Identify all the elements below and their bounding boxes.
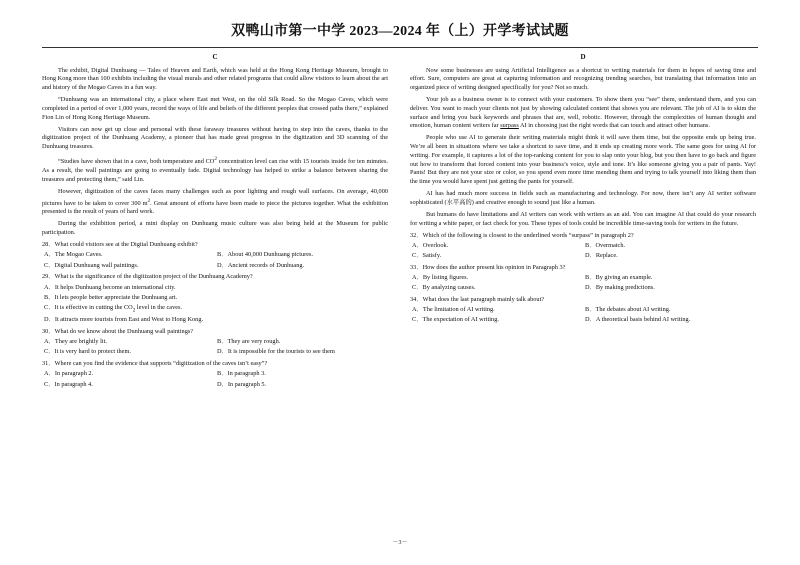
q33-option-d: D．By making predictions. xyxy=(585,284,655,292)
q29-option-a: A．It helps Dunhuang become an international city. xyxy=(44,283,176,291)
page-title: 双鸭山市第一中学 2023—2024 年（上）开学考试试题 xyxy=(231,24,569,39)
q32-option-d: D．Replace. xyxy=(585,252,618,260)
q33-option-c: C．By analyzing causes. xyxy=(412,284,476,292)
q30-option-c: C．It is very hard to protect them. xyxy=(44,348,131,356)
title-divider xyxy=(42,47,758,48)
q33-option-a: A．By listing figures. xyxy=(412,273,469,281)
question-31: 31．Where can you find the evidence that supports “digitization of the caves isn’t easy”? xyxy=(42,360,268,368)
question-33: 33．How does the author present his opinion in Paragraph 3? xyxy=(410,263,566,271)
q31-option-b: B．In paragraph 3. xyxy=(217,370,266,378)
question-30-options-row-1 xyxy=(42,338,388,347)
q33-option-b: B．By giving an example. xyxy=(585,273,653,281)
p4-superscript: 2 xyxy=(214,156,217,163)
q28-option-c: C．Digital Dunhuang wall paintings. xyxy=(44,261,139,269)
passage-d-paragraph-5: But humans do have limitations and AI writers can work with writers as an aid. You can imagine AI that could do your research for writing a white paper, or fact check for you. These types of tools could be incredible time-saving tools for writers in the future. xyxy=(410,210,756,227)
q32-option-b: B．Overmatch. xyxy=(585,241,626,249)
question-28: 28．What could visitors see at the Digital Dunhuang exhibit? xyxy=(42,241,198,249)
q29-option-d: D．It attracts more tourists from East and West to Hong Kong. xyxy=(44,316,204,324)
q32-option-c: C．Satisfy. xyxy=(412,252,442,260)
question-34-options-row-2 xyxy=(410,316,756,325)
question-32: 32．Which of the following is closest to the underlined words “surpass” in paragraph 2? xyxy=(410,231,634,239)
question-32-options-row-1 xyxy=(410,242,756,251)
p4-part-1: “Studies have shown that in a cave, both temperature and CO xyxy=(58,158,215,166)
q28-option-a: A．The Mogao Caves. xyxy=(44,251,103,259)
q30-option-b: B．They are very rough. xyxy=(217,338,281,346)
q34-option-b: B．The debates about AI writing. xyxy=(585,306,671,314)
passage-c-paragraph-5 xyxy=(42,188,388,217)
passage-c-paragraph-3: Visitors can now get up close and personal with these faraway treasures without having to step into the caves, thanks to the digitization project of the Dunhuang Academy, a pioneer that has made great progress in the digitization and 3D scanning of the Dunhuang treasures. xyxy=(42,125,388,151)
page-number: －3－ xyxy=(392,540,408,546)
passage-c-paragraph-4 xyxy=(42,155,388,184)
q29c-part-1: C．It is effective in cutting the CO xyxy=(44,303,133,311)
p5-part-2: . Great amount of efforts have been made to piece the pictures together. What the exhibition presented is the result of years of hard work. xyxy=(42,199,388,216)
question-29: 29．What is the significance of the digitization project of the Dunhuang Academy? xyxy=(42,273,253,281)
question-32-options-row-2 xyxy=(410,252,756,261)
p2-part-1: Your job as a business owner is to connect with your customers. To show them you “see” them, understand them, and you can deliver. You want to reach your clients not just by showing calculated content that shows you are relevant. The job of AI is to skim the surface and bring you back keywords and phrases that are, well, robotic. However, through the complexities of human thought and emotion, human content writers far xyxy=(410,96,756,130)
q30-option-a: A．They are brightly lit. xyxy=(44,338,107,346)
q29c-subscript: 2 xyxy=(132,307,136,314)
section-d-heading: D xyxy=(580,53,586,61)
q34-option-c: C．The expectation of AI writing. xyxy=(412,316,499,324)
question-33-options-row-1 xyxy=(410,274,756,283)
p4-part-2: concentration level can rise with 15 tourists inside for ten minutes. As a result, the wall paintings are going to eventually fade. Digital technology has helped to strike a balance between sharing the treasures and protecting them,” said Lin. xyxy=(42,158,388,183)
question-34-options-row-1 xyxy=(410,306,756,315)
q34-option-a: A．The limitation of AI writing. xyxy=(412,306,495,314)
passage-c-paragraph-2: “Dunhuang was an international city, a place where East met West, on the old Silk Road. So the Mogao Caves, which were completed in a period of over 1,000 years, record the ways of life and beliefs of the different peoples that crossed paths there,” explained Fion Lin of Hong Kong Heritage Museum. xyxy=(42,96,388,121)
q31-option-a: A．In paragraph 2. xyxy=(44,370,94,378)
q29c-part-2: level in the caves. xyxy=(135,303,183,311)
question-33-options-row-2 xyxy=(410,284,756,293)
passage-d-paragraph-1: Now some businesses are using Artificial Intelligence as a shortcut to writing materials for them in hopes of saving time and effort. Sure, computers are great at capturing information and recognizing trending searches, but translating that information into an organized piece of writing designed specifically for you? Not so much. xyxy=(410,66,756,92)
p5-part-1: However, digitization of the caves faces many challenges such as poor lighting and rough wall surfaces. On average, 40,000 pictures have to be taken to cover 300 m xyxy=(42,187,388,207)
passage-c-paragraph-6: During the exhibition period, a mini display on Dunhuang music culture was also being held at the Museum for public participation. xyxy=(42,220,388,237)
q31-option-c: C．In paragraph 4. xyxy=(44,380,93,388)
question-28-options-row-1 xyxy=(42,251,388,260)
q29-option-c xyxy=(42,304,388,315)
left-column xyxy=(42,53,388,391)
q31-option-d: D．In paragraph 5. xyxy=(217,380,267,388)
section-c-heading: C xyxy=(212,53,218,61)
q34-option-d: D．A theoretical basis behind AI writing. xyxy=(585,316,691,324)
underlined-word-surpass: surpass xyxy=(500,122,519,130)
passage-d-paragraph-3: People who use AI to generate their writing materials might think it will save them time, but the opposite ends up being true. We’re all been in situations where we take a shortcut to save time, and it ends up creating more work. The same goes for using AI for writing. For example, it captures a lot of the top-ranking content for you to slap onto your blog, but you then have to go back and figure out how to transform that forced content into your business’s voice, style and tone. It’s like someone giving you a pair of pants. Yay! Pants! But they are not your size or color, so you spend even more time mending them and trying to talk yourself into liking them than the time you would have spent just getting the pants for yourself. xyxy=(410,134,756,185)
q28-option-b: B．About 40,000 Dunhuang pictures. xyxy=(217,251,314,259)
q30-option-d: D．It is impossible for the tourists to see them xyxy=(217,348,335,356)
p5-superscript: 2 xyxy=(147,197,151,204)
question-34: 34．What does the last paragraph mainly talk about? xyxy=(410,295,545,303)
passage-d-paragraph-2 xyxy=(410,96,756,131)
q29-option-b: B．It lets people better appreciate the Dunhuang art. xyxy=(44,293,178,301)
passage-c-paragraph-1: The exhibit, Digital Dunhuang — Tales of Heaven and Earth, which was held at the Hong Kong Heritage Museum, brought to Hong Kong more than 100 exhibits including the visual murals and other related programs that could allow visitors to learn about the art and history of the Mogao Caves in a fun way. xyxy=(42,66,388,92)
question-28-options-row-2 xyxy=(42,262,388,271)
q28-option-d: D．Ancient records of Dunhuang. xyxy=(217,261,305,269)
right-column xyxy=(410,53,756,326)
q32-option-a: A．Overlook. xyxy=(412,241,449,249)
question-31-options-row-1 xyxy=(42,370,388,379)
question-30-options-row-2 xyxy=(42,348,388,357)
p2-part-2: AI in choosing just the right words that can touch and attract other humans. xyxy=(518,122,710,130)
passage-d-paragraph-4: AI has had much more success in fields such as manufacturing and technology. For now, there isn’t any AI writer software sophisticated (水平高的) and creative enough to sound just like a human. xyxy=(410,190,756,206)
question-31-options-row-2 xyxy=(42,381,388,390)
question-30: 30．What do we know about the Dunhuang wall paintings? xyxy=(42,328,194,336)
